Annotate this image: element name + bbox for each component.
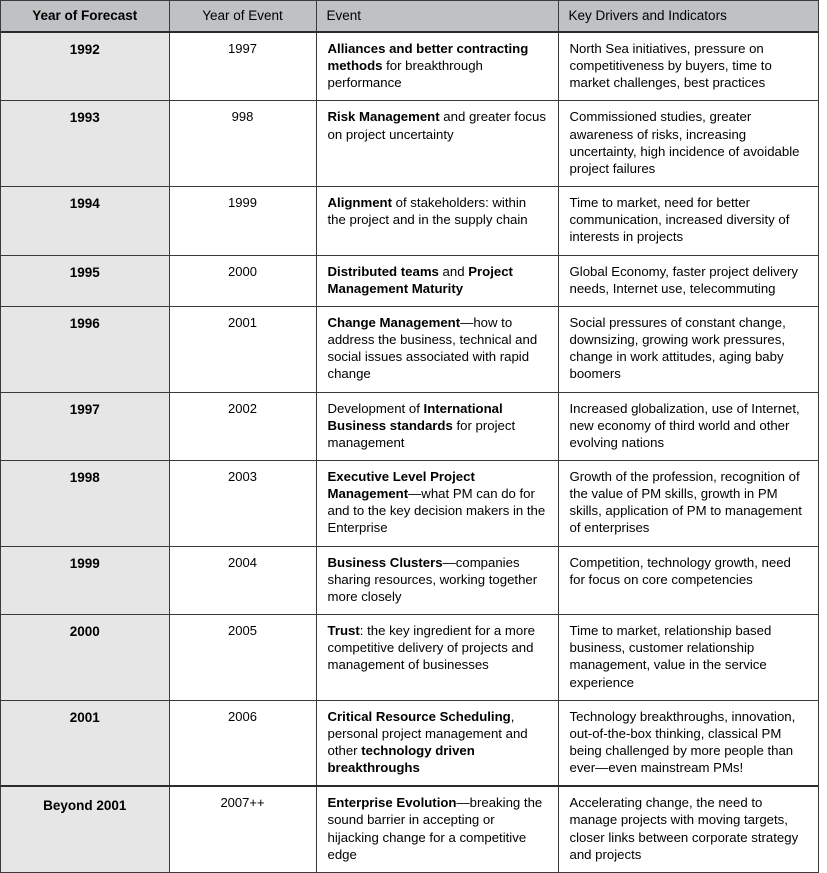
- cell-key-drivers: Growth of the profession, recognition of the value of PM skills, growth in PM skills, application of PM to management of enterprises: [558, 460, 818, 546]
- table-row: [1, 187, 818, 255]
- cell-key-drivers: Technology breakthroughs, innovation, out-of-the-box thinking, classical PM being challenged by more people than ever—even mainstream PMs!: [558, 700, 818, 786]
- table-row: [1, 546, 818, 614]
- cell-year-of-event: 2006: [169, 700, 316, 786]
- cell-year-of-event: 2000: [169, 255, 316, 306]
- cell-year-of-forecast: 1995: [1, 255, 169, 306]
- cell-year-of-forecast: 1998: [1, 460, 169, 546]
- cell-year-of-forecast: 1997: [1, 392, 169, 460]
- table-row: [1, 615, 818, 701]
- cell-event: Trust: the key ingredient for a more competitive delivery of projects and management of businesses: [316, 615, 558, 701]
- cell-year-of-forecast: 1996: [1, 306, 169, 392]
- table-row: [1, 786, 818, 872]
- table-body: [1, 32, 818, 872]
- cell-year-of-event: 2003: [169, 460, 316, 546]
- cell-key-drivers: North Sea initiatives, pressure on competitiveness by buyers, time to market challenges, best practices: [558, 32, 818, 101]
- table-row: [1, 460, 818, 546]
- cell-year-of-event: 2005: [169, 615, 316, 701]
- cell-year-of-event: 2001: [169, 306, 316, 392]
- cell-year-of-forecast: 2001: [1, 700, 169, 786]
- cell-year-of-forecast: 1994: [1, 187, 169, 255]
- cell-event: Alignment of stakeholders: within the project and in the supply chain: [316, 187, 558, 255]
- cell-event: Business Clusters—companies sharing resources, working together more closely: [316, 546, 558, 614]
- forecast-table: [1, 1, 818, 872]
- cell-year-of-event: 1997: [169, 32, 316, 101]
- cell-event: Critical Resource Scheduling, personal project management and other technology driven breakthroughs: [316, 700, 558, 786]
- cell-event: Executive Level Project Management—what PM can do for and to the key decision makers in the Enterprise: [316, 460, 558, 546]
- cell-key-drivers: Global Economy, faster project delivery needs, Internet use, telecommuting: [558, 255, 818, 306]
- cell-year-of-forecast: 1993: [1, 101, 169, 187]
- header-event: Event: [316, 1, 558, 32]
- cell-key-drivers: Time to market, need for better communication, increased diversity of interests in projects: [558, 187, 818, 255]
- cell-event: Alliances and better contracting methods for breakthrough performance: [316, 32, 558, 101]
- cell-event: Enterprise Evolution—breaking the sound barrier in accepting or hijacking change for a competitive edge: [316, 786, 558, 872]
- cell-key-drivers: Accelerating change, the need to manage projects with moving targets, closer links between corporate strategy and projects: [558, 786, 818, 872]
- cell-year-of-forecast: Beyond 2001: [1, 786, 169, 872]
- table-row: [1, 255, 818, 306]
- table-row: [1, 101, 818, 187]
- cell-year-of-event: 2004: [169, 546, 316, 614]
- cell-year-of-event: 2002: [169, 392, 316, 460]
- cell-key-drivers: Time to market, relationship based business, customer relationship management, value in the service experience: [558, 615, 818, 701]
- cell-key-drivers: Competition, technology growth, need for focus on core competencies: [558, 546, 818, 614]
- cell-key-drivers: Increased globalization, use of Internet, new economy of third world and other evolving nations: [558, 392, 818, 460]
- table-header: [1, 1, 818, 32]
- cell-event: Development of International Business standards for project management: [316, 392, 558, 460]
- cell-year-of-event: 1999: [169, 187, 316, 255]
- cell-key-drivers: Commissioned studies, greater awareness of risks, increasing uncertainty, high incidence of avoidable project failures: [558, 101, 818, 187]
- cell-key-drivers: Social pressures of constant change, downsizing, growing work pressures, change in work attitudes, aging baby boomers: [558, 306, 818, 392]
- cell-event: Change Management—how to address the business, technical and social issues associated with rapid change: [316, 306, 558, 392]
- table-row: [1, 32, 818, 101]
- cell-year-of-forecast: 1992: [1, 32, 169, 101]
- cell-year-of-event: 2007++: [169, 786, 316, 872]
- table-row: [1, 392, 818, 460]
- header-year-of-event: Year of Event: [169, 1, 316, 32]
- header-key-drivers: Key Drivers and Indicators: [558, 1, 818, 32]
- table-row: [1, 306, 818, 392]
- cell-year-of-forecast: 2000: [1, 615, 169, 701]
- cell-year-of-event: 998: [169, 101, 316, 187]
- header-year-of-forecast: Year of Forecast: [1, 1, 169, 32]
- cell-event: Risk Management and greater focus on project uncertainty: [316, 101, 558, 187]
- cell-year-of-forecast: 1999: [1, 546, 169, 614]
- cell-event: Distributed teams and Project Management Maturity: [316, 255, 558, 306]
- header-row: [1, 1, 818, 32]
- table-row: [1, 700, 818, 786]
